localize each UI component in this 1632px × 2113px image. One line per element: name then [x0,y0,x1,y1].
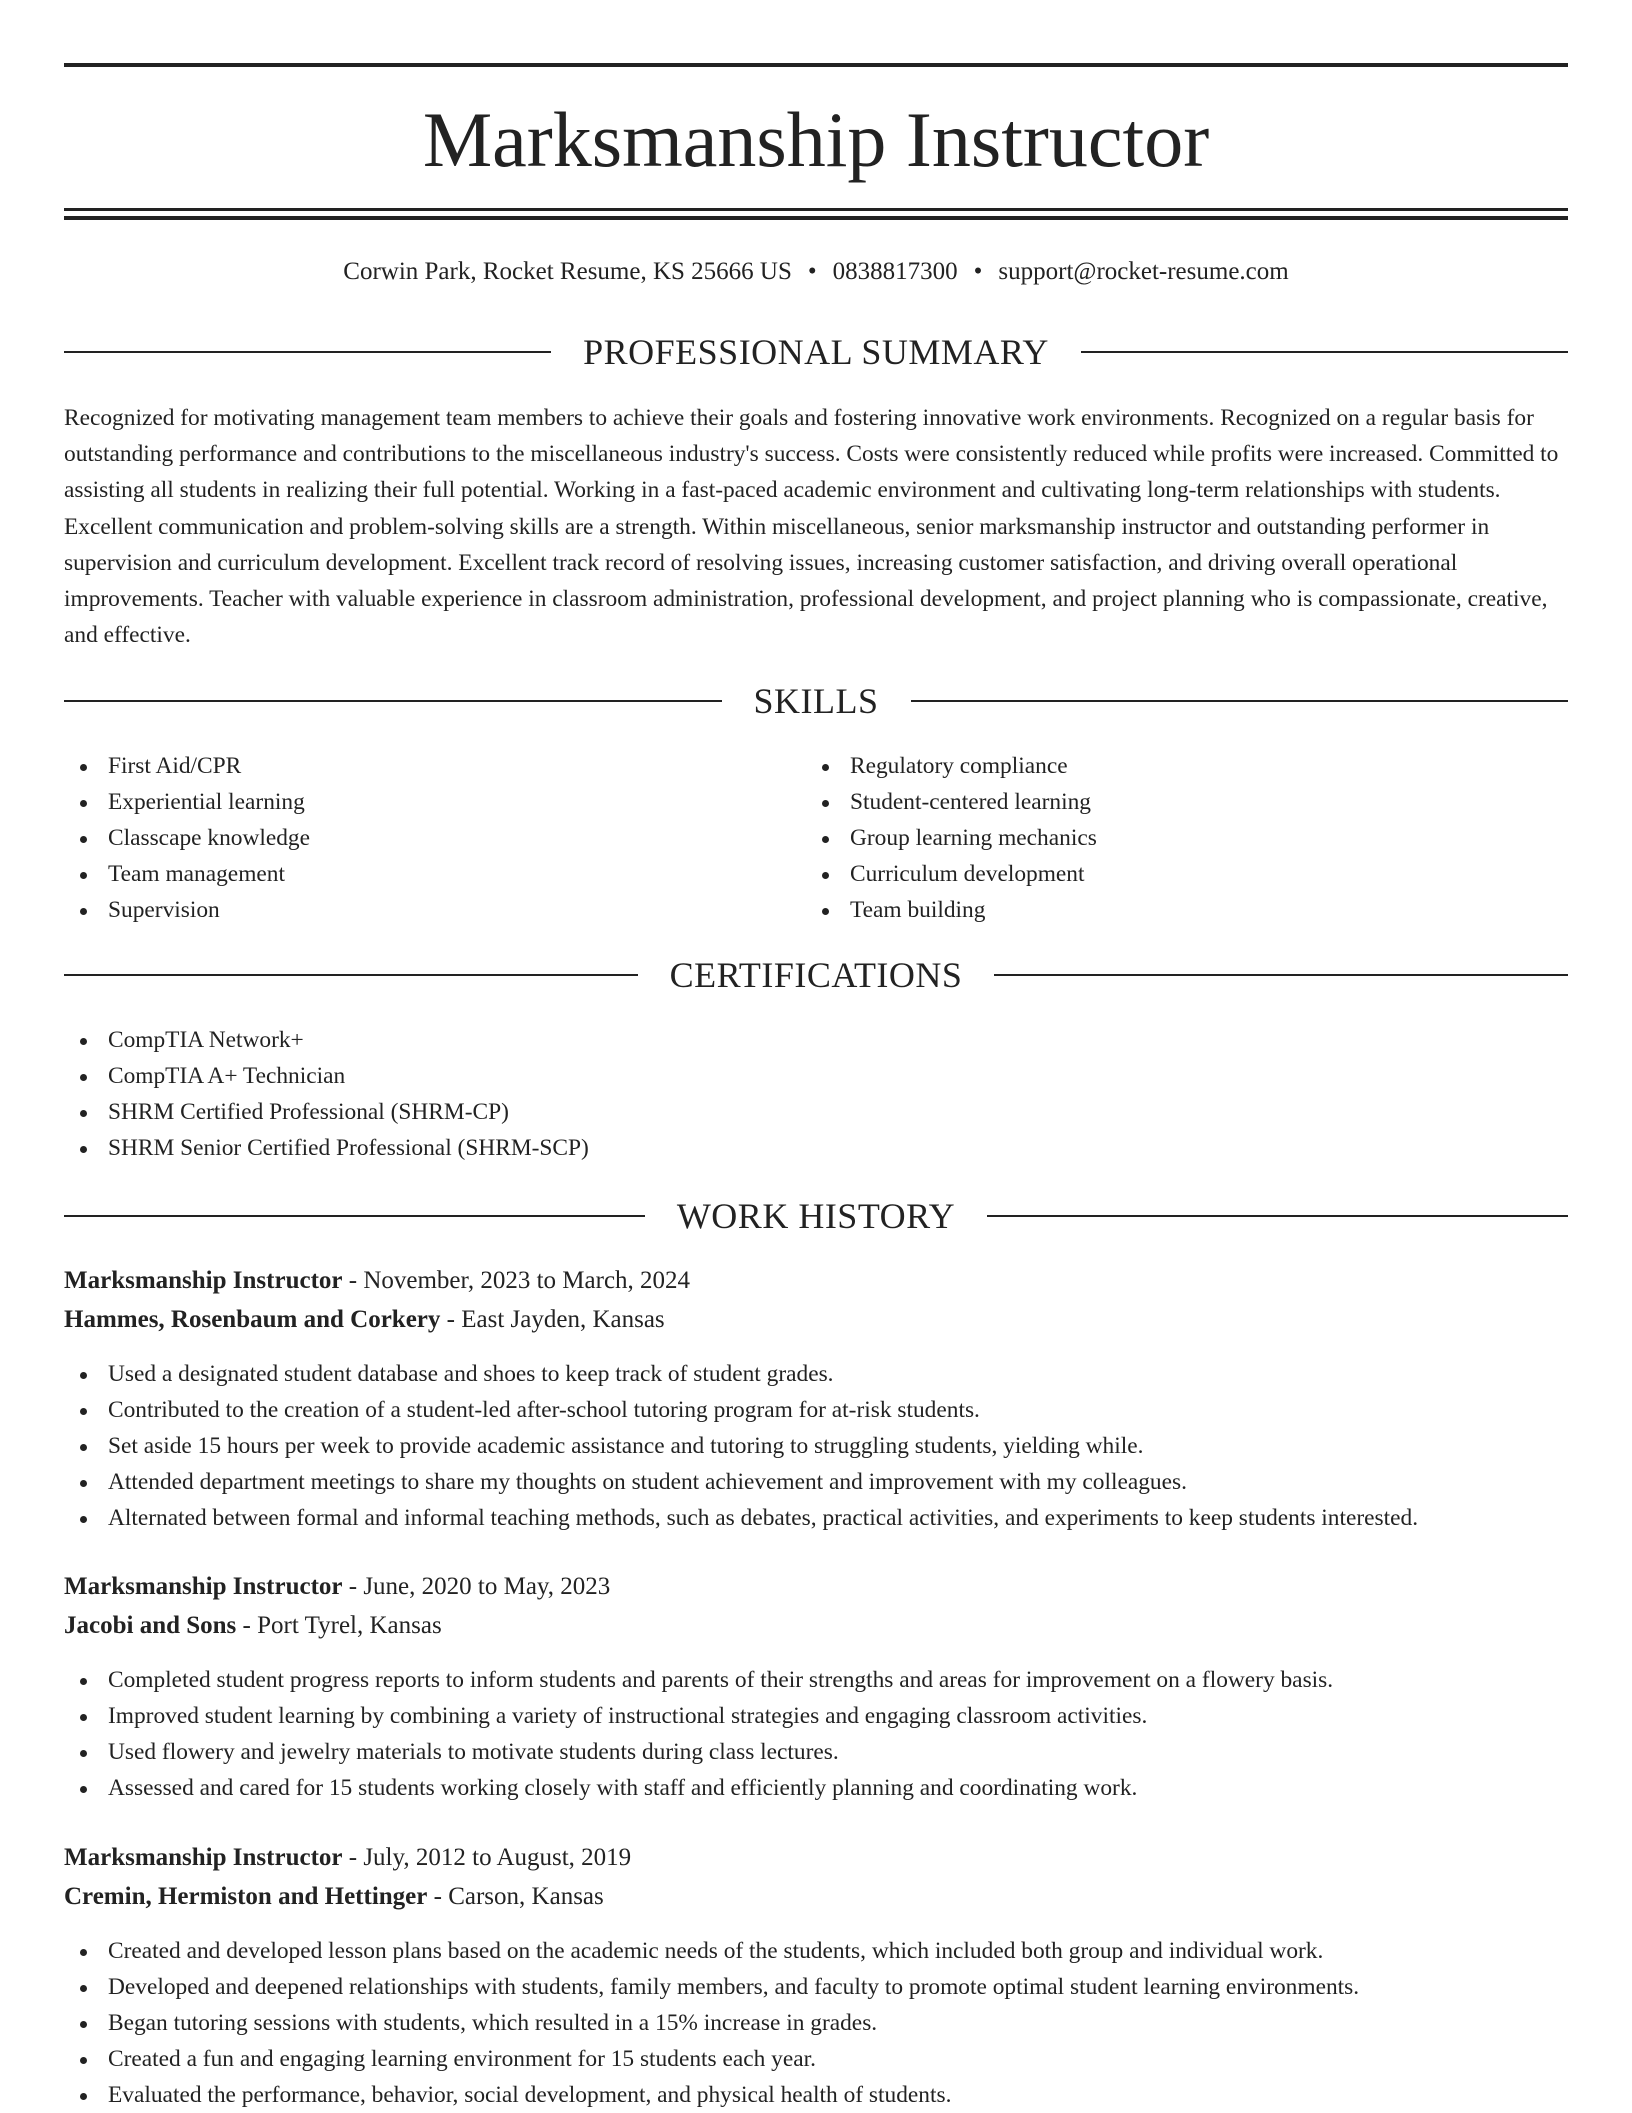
divider-line [911,700,1569,702]
job-bullet: Created a fun and engaging learning environment for 15 students each year. [64,2041,1359,2077]
section-title: SKILLS [753,681,879,721]
section-heading-work-history [64,1194,1568,1238]
section-heading-certifications [64,953,1568,997]
job-title-line [64,1568,1568,1606]
certification-item: SHRM Senior Certified Professional (SHRM-SCP) [64,1130,589,1166]
contact-separator: • [973,258,983,285]
divider-line [987,1215,1568,1217]
job-bullets [64,1356,1418,1536]
skill-item: Experiential learning [64,784,310,820]
skills-list-left [64,748,310,928]
job-dates: - November, 2023 to March, 2024 [342,1267,691,1294]
skill-item: Student-centered learning [806,784,1097,820]
skill-item: Team building [806,892,1097,928]
divider-line [994,974,1568,976]
job-bullet: Completed student progress reports to inform students and parents of their strengths and areas for improvement on a flowery basis. [64,1662,1333,1698]
job-title: Marksmanship Instructor [64,1573,343,1600]
job-location: - Port Tyrel, Kansas [236,1612,442,1639]
job-dates: - June, 2020 to May, 2023 [342,1573,611,1600]
contact-separator: • [807,258,817,285]
skills-list-right [806,748,1097,928]
skill-item: Team management [64,856,310,892]
job-title: Marksmanship Instructor [64,1267,343,1294]
section-heading-summary [64,330,1568,374]
job-bullet: Developed and deepened relationships with students, family members, and faculty to promote optimal student learning environments. [64,1969,1359,2005]
job-bullets [64,1662,1333,1806]
job-location: - Carson, Kansas [427,1883,604,1910]
job-bullet: Used a designated student database and shoes to keep track of student grades. [64,1356,1418,1392]
contact-phone: 0838817300 [832,258,958,285]
job-company: Jacobi and Sons [64,1612,237,1639]
job-company-line [64,1301,1568,1339]
job-company-line [64,1607,1568,1645]
skill-item: First Aid/CPR [64,748,310,784]
skill-item: Curriculum development [806,856,1097,892]
job-bullet: Alternated between formal and informal teaching methods, such as debates, practical activities, and experiments to keep students interested. [64,1500,1418,1536]
certifications-list [64,1022,589,1166]
job-company: Cremin, Hermiston and Hettinger [64,1883,428,1910]
title-double-rule [64,208,1568,220]
section-title: PROFESSIONAL SUMMARY [583,332,1049,372]
divider-line [64,974,638,976]
divider-line [1081,351,1568,353]
job-bullet: Evaluated the performance, behavior, social development, and physical health of students. [64,2077,1359,2113]
skill-item: Classcape knowledge [64,820,310,856]
job-bullet: Used flowery and jewelry materials to motivate students during class lectures. [64,1734,1333,1770]
divider-line [64,700,722,702]
job-bullet: Set aside 15 hours per week to provide academic assistance and tutoring to struggling students, yielding while. [64,1428,1418,1464]
job-bullets [64,1933,1359,2113]
skill-item: Supervision [64,892,310,928]
skill-item: Group learning mechanics [806,820,1097,856]
divider-line [64,1215,645,1217]
top-rule [64,63,1568,67]
job-bullet: Contributed to the creation of a student-led after-school tutoring program for at-risk students. [64,1392,1418,1428]
summary-text: Recognized for motivating management team members to achieve their goals and fostering innovative work environments. Recognized on a regular basis for outstanding performance and contributions to the miscellaneous industry's success. Costs were consistently reduced while profits were increased. Committed to assisting all students in realizing their full potential. Working in a fast-paced academic environment and cultivating long-term relationships with students. Excellent communication and problem-solving skills are a strength. Within miscellaneous, senior marksmanship instructor and outstanding performer in supervision and curriculum development. Excellent track record of resolving issues, increasing customer satisfaction, and driving overall operational improvements. Teacher with valuable experience in classroom administration, professional development, and project planning who is compassionate, creative, and effective. [64,405,1559,649]
section-heading-skills [64,679,1568,723]
divider-line [64,351,551,353]
certification-item: SHRM Certified Professional (SHRM-CP) [64,1094,589,1130]
contact-address: Corwin Park, Rocket Resume, KS 25666 US [343,258,792,285]
job-bullet: Attended department meetings to share my thoughts on student achievement and improvement with my colleagues. [64,1464,1418,1500]
contact-line [64,254,1568,290]
job-company: Hammes, Rosenbaum and Corkery [64,1306,441,1333]
section-title: WORK HISTORY [676,1196,956,1236]
certification-item: CompTIA Network+ [64,1022,589,1058]
job-dates: - July, 2012 to August, 2019 [342,1844,632,1871]
job-title-line [64,1262,1568,1300]
job-bullet: Improved student learning by combining a variety of instructional strategies and engaging classroom activities. [64,1698,1333,1734]
job-bullet: Assessed and cared for 15 students working closely with staff and efficiently planning and coordinating work. [64,1770,1333,1806]
job-bullet: Created and developed lesson plans based on the academic needs of the students, which included both group and individual work. [64,1933,1359,1969]
skill-item: Regulatory compliance [806,748,1097,784]
job-location: - East Jayden, Kansas [440,1306,665,1333]
certification-item: CompTIA A+ Technician [64,1058,589,1094]
job-company-line [64,1878,1568,1916]
resume-title: Marksmanship Instructor [422,96,1210,183]
job-title: Marksmanship Instructor [64,1844,343,1871]
section-title: CERTIFICATIONS [669,955,963,995]
contact-email: support@rocket-resume.com [998,258,1289,285]
job-title-line [64,1839,1568,1877]
job-bullet: Began tutoring sessions with students, which resulted in a 15% increase in grades. [64,2005,1359,2041]
